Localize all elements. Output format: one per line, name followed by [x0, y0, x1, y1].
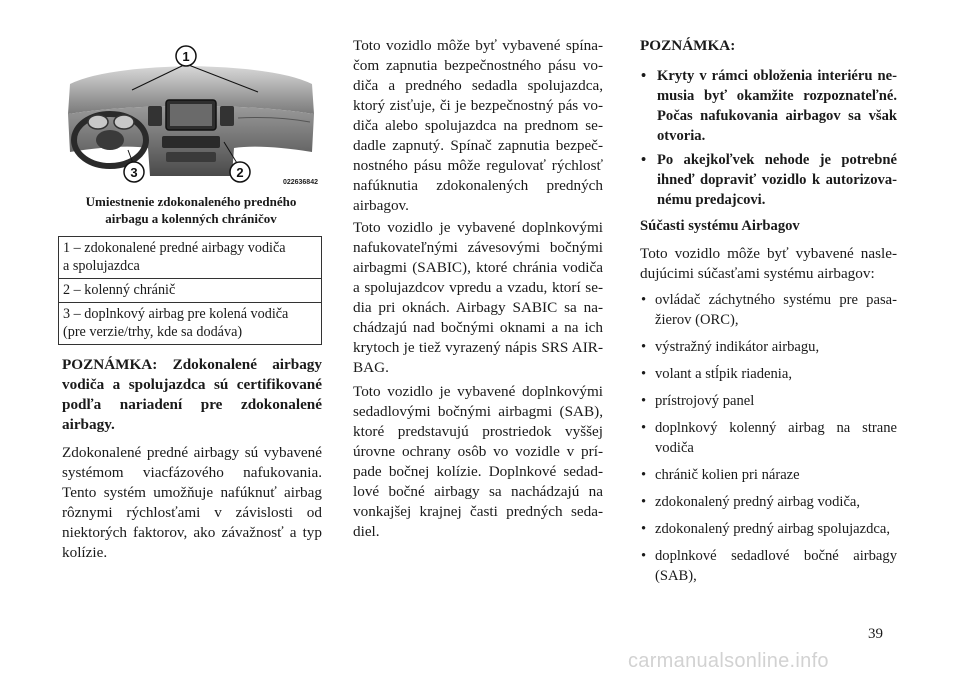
caption-line-1: Umiestnenie zdokonaleného predného [85, 194, 297, 209]
figure-caption [62, 193, 320, 227]
caption-line-2: airbagu a kolenných chráničov [105, 211, 277, 226]
list-item: • doplnkový kolenný airbag na strane vodiča [640, 418, 897, 458]
legend-text: a spolujazdca [63, 258, 140, 274]
sabic-paragraph: Toto vozidlo je vybavené doplnkovými nafukovateľnými závesovými bočnými airbagmi (SABIC), ktoré chránia vodiča a spolujazdcov vpredu a vzadu, ktorí sedia pri oknách. Airbagy SABIC sa nachádzajú nad bočnými oknami a na ich krytoch je tiež vyrazený nápis SRS AIRBAG. [353, 219, 603, 376]
legend-table [58, 236, 322, 345]
image-code: 022636842 [282, 179, 318, 186]
note-list [640, 66, 897, 214]
svg-text:2: 2 [236, 165, 244, 180]
list-item: • zdokonalený predný airbag spolujazdca, [640, 519, 897, 539]
multistage-paragraph: Zdokonalené predné airbagy sú vybavené systémom viacfázového nafukovania. Tento systém umožňuje nafúknuť airbag rôznymi rýchlosťami v závislosti od niektorých faktorov, ako závažnosť a typ kolízie. [62, 444, 322, 561]
list-item: • chránič kolien pri náraze [640, 465, 897, 485]
sab-paragraph: Toto vozidlo je vybavené doplnkovými sedadlovými bočnými airbagmi (SAB), ktoré predstavujú prostriedok vyššej úrovne ochrany osôb vo vozidle v prípade bočnej kolízie. Doplnkové sedadlové bočné airbagy sa nachádzajú na vonkajšej krajnej časti predných sedadiel. [353, 383, 603, 540]
components-intro: Toto vozidlo môže byť vybavené nasledujúcimi súčasťami systému airbagov: [640, 245, 897, 282]
list-item: • volant a stĺpik riadenia, [640, 364, 897, 384]
section-subheading: Súčasti systému Airbagov [640, 218, 800, 234]
legend-row [59, 237, 322, 279]
legend-row [59, 279, 322, 303]
certification-note: POZNÁMKA: Zdokonalené airbagy vodiča a spolujazdca sú certifikované podľa nariadení pre zdokonalené airbagy. [62, 356, 322, 433]
dashboard-illustration [62, 44, 320, 188]
legend-text: 2 – kolenný chránič [63, 282, 176, 298]
list-item: • zdokonalený predný airbag vodiča, [640, 492, 897, 512]
list-item: • Kryty v rámci obloženia interiéru nemusia byť okamžite rozpoznateľné. Počas nafukovania airbagov sa však otvoria. [640, 66, 897, 146]
svg-text:3: 3 [130, 165, 138, 180]
note-heading: POZNÁMKA: [640, 37, 736, 54]
list-item: • doplnkové sedadlové bočné airbagy (SAB), [640, 546, 897, 586]
page-number: 39 [868, 626, 883, 642]
legend-text: 1 – zdokonalené predné airbagy vodiča [63, 240, 286, 256]
airbag-location-diagram [62, 44, 320, 188]
callout-3 [124, 162, 144, 182]
legend-text: 3 – doplnkový airbag pre kolená vodiča [63, 306, 289, 322]
legend-text: (pre verzie/trhy, kde sa dodáva) [63, 324, 243, 340]
components-list [640, 290, 897, 593]
list-item: • výstražný indikátor airbagu, [640, 337, 897, 357]
list-item: • Po akejkoľvek nehode je potrebné ihneď dopraviť vozidlo k autorizovanému predajcovi. [640, 150, 897, 210]
svg-text:1: 1 [182, 49, 190, 64]
watermark: carmanualsonline.info [628, 650, 829, 672]
callout-1 [176, 46, 196, 66]
legend-row [59, 303, 322, 345]
seatbelt-switch-paragraph: Toto vozidlo môže byť vybavené spínačom zapnutia bezpečnostného pásu vodiča a predného sedadla spolujazdca, ktorý zisťuje, či je bezpečnostný pás vodiča alebo spolujazdca na prednom sedadle zapnutý. Spínač zapnutia bezpečnostného pásu môže regulovať rýchlosť nafúknutia zdokonalených predných airbagov. [353, 37, 603, 214]
callout-2 [230, 162, 250, 182]
list-item: • prístrojový panel [640, 391, 897, 411]
list-item: • ovládač záchytného systému pre pasažierov (ORC), [640, 290, 897, 330]
